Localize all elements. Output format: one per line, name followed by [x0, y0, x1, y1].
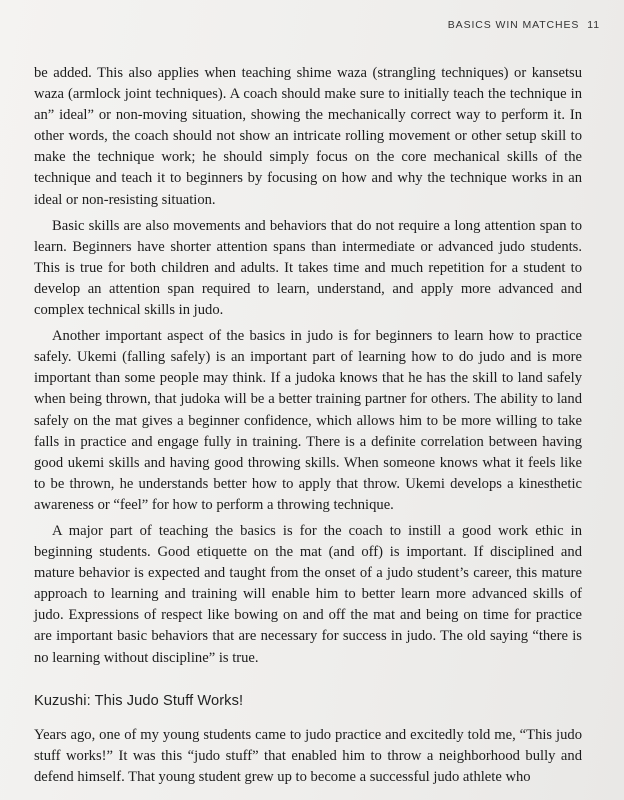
- paragraph-ukemi: Another important aspect of the basics in judo is for beginners to learn how to practice safely. Ukemi (falling safely) is an important part of learning how to do judo and is more important than some people may think. If a judoka knows that he has the skill to land safely when being thrown, that judoka will be a better training partner for others. The ability to land safely on the mat gives a beginner confidence, which allows him to be more willing to take falls in practice and engage fully in training. There is a definite correlation between having good ukemi skills and having good throwing skills. When someone knows what it feels like to be thrown, he understands better how to apply that throw. Ukemi develops a kinesthetic awareness or “feel” for how to perform a throwing technique.: [34, 328, 582, 513]
- paragraph-kuzushi: Years ago, one of my young students came to judo practice and excitedly told me, “This judo stuff works!” It was this “judo stuff” that enabled him to throw a neighborhood bully and defend himself. That young student grew up to become a successful judo athlete who: [34, 726, 582, 785]
- paragraph-continued: be added. This also applies when teaching shime waza (strangling techniques) or kansetsu waza (armlock joint techniques). A coach should make sure to initially teach the technique in an” ideal” or non-moving situation, showing the mechanically correct way to perform it. In other words, the coach should not show an intricate rolling movement or other setup skill to make the technique work; he should simply focus on the core mechanical skills of the technique and teach it to beginners by focusing on how and why the technique works in an ideal or non-resisting situation.: [34, 65, 582, 208]
- paragraph-basic-skills: Basic skills are also movements and behaviors that do not require a long attention span to learn. Beginners have shorter attention spans than intermediate or advanced judo students. This is true for both children and adults. It takes time and much repetition for a student to develop an attention span required to learn, understand, and apply more advanced and complex technical skills in judo.: [34, 217, 582, 319]
- page-number: 11: [587, 19, 600, 31]
- paragraph-work-ethic: A major part of teaching the basics is for the coach to instill a good work ethic in beginning students. Good etiquette on the mat (and off) is important. If disciplined and mature behavior is expected and taught from the onset of a judo student’s career, this mature approach to learning and training will enable him to better learn more advanced skills of judo. Expressions of respect like bowing on and off the mat and being on time for practice are important basic behaviors that are necessary for success in judo. The old saying “there is no learning without discipline” is true.: [34, 522, 582, 666]
- section-heading: Kuzushi: This Judo Stuff Works!: [34, 692, 244, 709]
- running-header: [448, 19, 600, 31]
- chapter-title: BASICS WIN MATCHES: [447, 19, 580, 31]
- page-body: [34, 63, 582, 793]
